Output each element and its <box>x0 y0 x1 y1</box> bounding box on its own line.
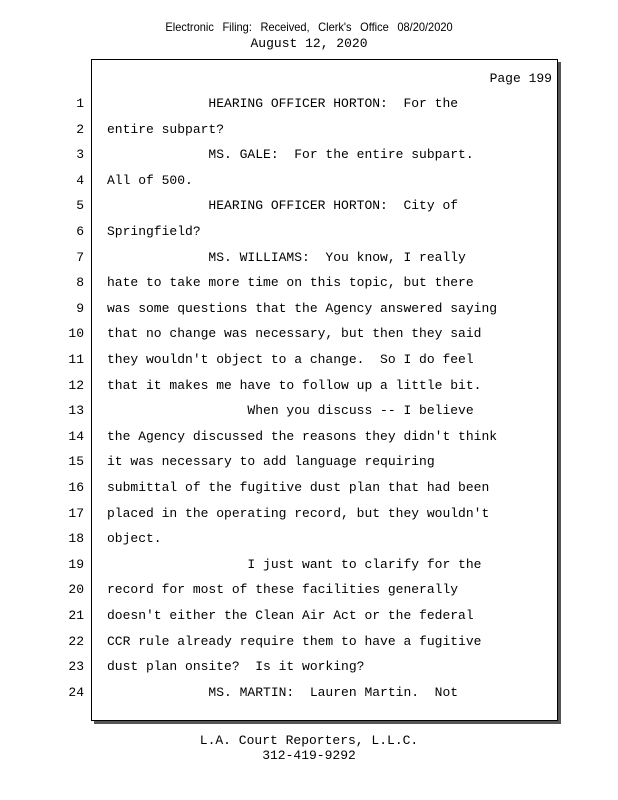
line-text: it was necessary to add language requiring <box>107 454 435 470</box>
line-number: 24 <box>68 684 84 700</box>
transcript-line <box>0 224 618 244</box>
hearing-date: August 12, 2020 <box>250 36 368 51</box>
line-text: All of 500. <box>107 172 193 188</box>
line-text: that no change was necessary, but then they said <box>107 326 482 342</box>
line-text: MS. MARTIN: Lauren Martin. Not <box>107 684 459 700</box>
line-number: 9 <box>76 300 84 316</box>
transcript-line <box>0 352 618 372</box>
transcript-line <box>0 454 618 474</box>
line-number: 19 <box>68 556 84 572</box>
line-number: 11 <box>68 352 84 367</box>
line-text: doesn't either the Clean Air Act or the federal <box>107 608 474 623</box>
line-text: MS. WILLIAMS: You know, I really <box>107 249 466 265</box>
transcript-line <box>0 173 618 193</box>
line-number: 21 <box>68 608 84 623</box>
line-text: submittal of the fugitive dust plan that had been <box>107 480 490 495</box>
transcript-line <box>0 147 618 167</box>
line-number: 3 <box>76 147 84 163</box>
transcript-line <box>0 531 618 551</box>
filing-stamp: Electronic Filing: Received, Clerk's Office 08/20/2020 <box>165 20 453 34</box>
line-number: 10 <box>68 326 84 342</box>
line-number: 6 <box>76 224 84 239</box>
line-text: entire subpart? <box>107 121 225 137</box>
line-number: 15 <box>68 454 84 470</box>
footer <box>0 733 618 763</box>
line-text: placed in the operating record, but they wouldn't <box>107 505 490 521</box>
line-number: 18 <box>68 531 84 547</box>
line-text: hate to take more time on this topic, but there <box>107 275 474 291</box>
transcript-line <box>0 326 618 346</box>
line-number: 20 <box>68 582 84 598</box>
line-number: 23 <box>68 659 84 675</box>
line-text: When you discuss -- I believe <box>107 403 474 419</box>
transcript-line <box>0 634 618 654</box>
line-text: I just want to clarify for the <box>107 556 482 572</box>
line-text: they wouldn't object to a change. So I do feel <box>107 352 474 367</box>
line-text: the Agency discussed the reasons they didn't think <box>107 428 498 444</box>
line-text: MS. GALE: For the entire subpart. <box>107 147 474 163</box>
transcript-line <box>0 557 618 577</box>
transcript-line <box>0 96 618 116</box>
transcript-line <box>0 275 618 295</box>
transcript-line <box>0 301 618 321</box>
reporter-company: L.A. Court Reporters, L.L.C. <box>199 733 419 748</box>
line-text: HEARING OFFICER HORTON: City of <box>107 198 459 214</box>
line-number: 17 <box>68 505 84 521</box>
line-text: that it makes me have to follow up a little bit. <box>107 377 482 393</box>
transcript-line <box>0 429 618 449</box>
line-text: record for most of these facilities generally <box>107 582 459 598</box>
line-number: 14 <box>68 428 84 444</box>
line-number: 4 <box>76 172 84 188</box>
transcript-line <box>0 608 618 628</box>
line-number: 12 <box>68 377 84 393</box>
line-text: was some questions that the Agency answered saying <box>107 300 498 316</box>
line-number: 1 <box>76 96 84 111</box>
transcript-line <box>0 403 618 423</box>
page-number: Page 199 <box>489 71 552 86</box>
transcript-line <box>0 480 618 500</box>
transcript-line <box>0 250 618 270</box>
line-number: 16 <box>68 480 84 495</box>
transcript-line <box>0 198 618 218</box>
line-number: 8 <box>76 275 84 291</box>
line-text: HEARING OFFICER HORTON: For the <box>107 96 459 111</box>
transcript-line <box>0 685 618 705</box>
line-text: CCR rule already require them to have a fugitive <box>107 633 482 649</box>
line-number: 13 <box>68 403 84 419</box>
transcript-line <box>0 122 618 142</box>
transcript-line <box>0 582 618 602</box>
transcript-line <box>0 378 618 398</box>
line-number: 2 <box>76 121 84 137</box>
line-text: object. <box>107 531 162 547</box>
line-number: 22 <box>68 633 84 649</box>
line-number: 7 <box>76 249 84 265</box>
reporter-phone: 312-419-9292 <box>262 748 356 763</box>
transcript-line <box>0 659 618 679</box>
line-text: Springfield? <box>107 224 201 239</box>
transcript-line <box>0 506 618 526</box>
line-number: 5 <box>76 198 84 214</box>
line-text: dust plan onsite? Is it working? <box>107 659 365 675</box>
